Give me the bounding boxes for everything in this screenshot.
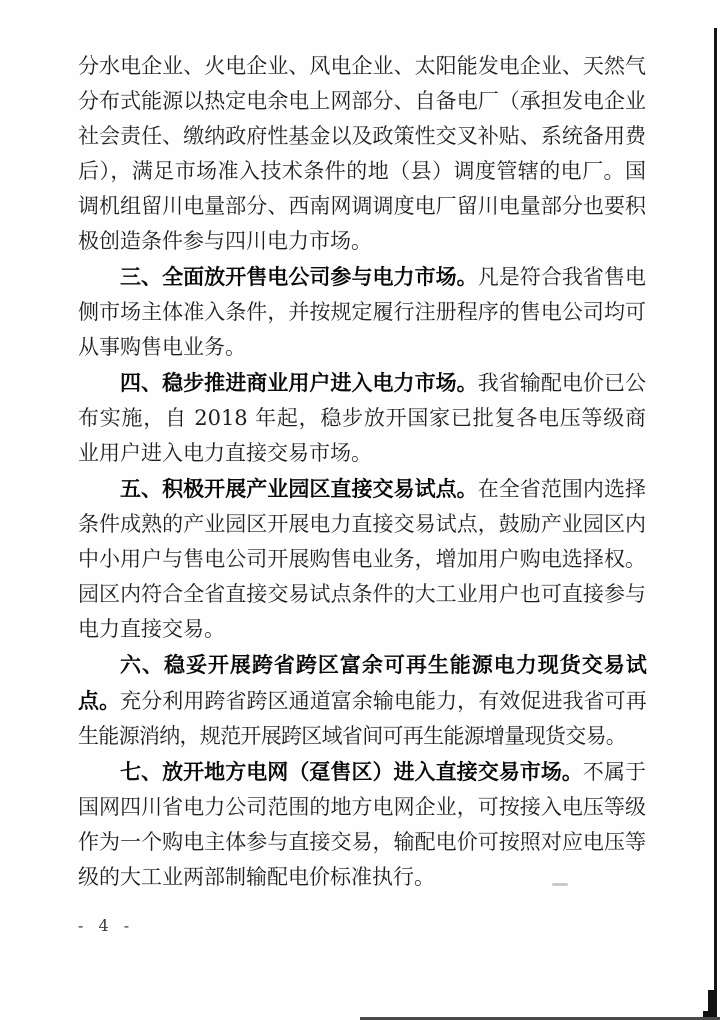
paragraph bbox=[78, 48, 646, 259]
paragraph-heading: 五、积极开展产业园区直接交易试点。 bbox=[120, 476, 478, 501]
paragraph bbox=[78, 647, 646, 754]
page-number: - 4 - bbox=[78, 916, 135, 935]
paragraph-heading: 七、放开地方电网（趸售区）进入直接交易市场。 bbox=[120, 759, 583, 784]
paragraph-text: 分水电企业、火电企业、风电企业、太阳能发电企业、天然气分布式能源以热定电余电上网部分、自备电厂（承担发电企业社会责任、缴纳政府性基金以及政策性交叉补贴、系统备用费后），满足市场准入技术条件的地（县）调度管辖的电厂。国调机组留川电量部分、西南网调调度电厂留川电量部分也要积极创造条件参与四川电力市场。 bbox=[78, 54, 646, 253]
paragraph-text: 在全省范围内选择条件成熟的产业园区开展电力直接交易试点，鼓励产业园区内中小用户与售电公司开展购售电业务，增加用户购电选择权。园区内符合全省直接交易试点条件的大工业用户也可直接参与电力直接交易。 bbox=[78, 477, 647, 641]
paragraph-heading: 三、全面放开售电公司参与电力市场。 bbox=[120, 264, 478, 289]
document-text-block bbox=[78, 48, 646, 895]
paragraph bbox=[78, 471, 646, 647]
paragraph bbox=[78, 754, 646, 895]
paragraph-text: 充分利用跨省跨区通道富余输电能力，有效促进我省可再生能源消纳，规范开展跨区域省间可再生能源增量现货交易。 bbox=[78, 689, 646, 748]
scan-smudge bbox=[552, 883, 568, 886]
paragraph bbox=[78, 365, 646, 471]
paragraph-heading: 六、稳妥开展跨省跨区富余可再生能源电力现货交易试点。 bbox=[78, 652, 646, 713]
paragraph-text: 不属于国网四川省电力公司范围的地方电网企业，可按接入电压等级作为一个购电主体参与直接交易，输配电价可按照对应电压等级的大工业两部制输配电价标准执行。 bbox=[78, 760, 647, 889]
paragraph bbox=[78, 259, 646, 365]
paragraph-heading: 四、稳步推进商业用户进入电力市场。 bbox=[120, 370, 478, 395]
scan-edge-line bbox=[714, 28, 717, 1013]
paragraph-text: 我省输配电价已公布实施，自 2018 年起，稳步放开国家已批复各电压等级商业用户进入电力直接交易市场。 bbox=[78, 371, 647, 465]
paragraph-text: 凡是符合我省售电侧市场主体准入条件，并按规定履行注册程序的售电公司均可从事购售电业务。 bbox=[78, 265, 647, 359]
